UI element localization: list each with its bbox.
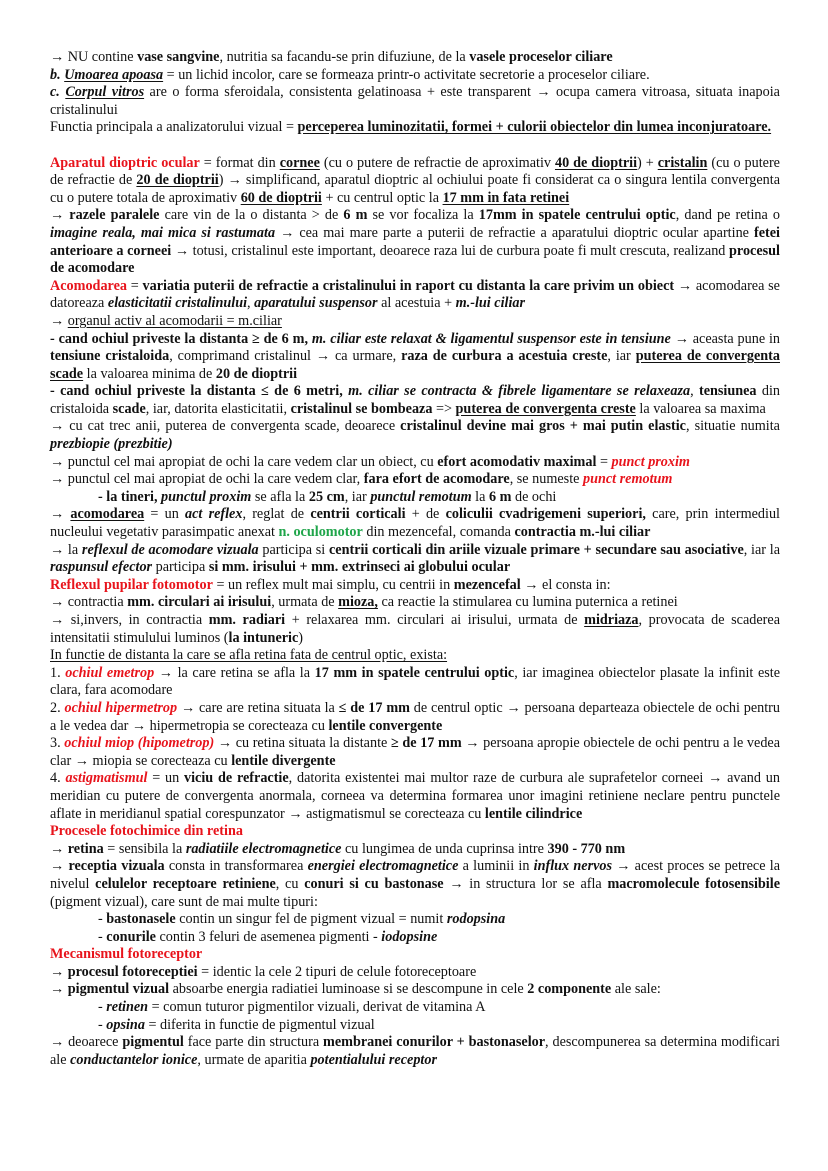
text-run: → si,invers, in contractia (50, 612, 209, 628)
text-run: ca reactie la stimularea cu lumina puternica a retinei (377, 594, 678, 611)
text-run: participa (152, 559, 209, 576)
text-run: → (50, 858, 69, 875)
text-run: In functie de distanta la care se afla retina fata de centrul optic, exista: (50, 647, 448, 664)
paragraph (50, 1017, 780, 1035)
text-run: cristalinul devine mai gros + mai putin elastic (400, 418, 686, 435)
section-heading: Acomodarea (50, 277, 127, 294)
text-run: centrii corticali (310, 506, 406, 523)
text-run: , nutritia sa facandu-se prin difuziune, de la (219, 49, 470, 65)
text-run: n. oculomotor (278, 524, 363, 541)
text-run: → (50, 506, 71, 523)
text-run: participa si (258, 541, 329, 558)
text-run: al acestuia + (377, 295, 456, 312)
text-run: - cand ochiul priveste la distanta ≥ de 6 m, (50, 330, 312, 347)
text-run: perceperea luminozitatii, formei + culorii obiectelor din lumea inconjuratoare. (297, 119, 772, 136)
text-run: mm. circulari ai irisului (127, 594, 272, 611)
text-run: energiei electromagnetice (307, 858, 459, 875)
text-run: , se numeste (509, 471, 583, 488)
text-run: fetei anterioare a corneei (50, 224, 781, 259)
text-run: lentile cilindrice (484, 805, 583, 822)
text-run: procesul fotoreceptiei (67, 963, 198, 980)
section-heading: Mecanismul fotoreceptor (50, 946, 203, 963)
text-run: se vor focaliza la (367, 207, 479, 224)
text-run: 17mm in spatele centrului optic (478, 207, 676, 224)
text-run: → contractia (50, 594, 128, 611)
text-run: = (596, 453, 612, 470)
text-run: → (50, 981, 68, 998)
text-run: ochiul hipermetrop (64, 699, 178, 716)
text-run: - (98, 911, 107, 928)
text-run: macromolecule fotosensibile (607, 875, 780, 892)
text-run: viciu de refractie (184, 770, 289, 787)
section-heading: Procesele fotochimice din retina (50, 823, 243, 840)
text-run: → cea mai mare parte a puterii de refractie a aparatului dioptric ocular apartine (275, 224, 755, 241)
section-heading: Aparatul dioptric ocular (50, 154, 200, 171)
text-run: vasele proceselor ciliare (469, 49, 613, 65)
text-run: a luminii in (458, 858, 534, 875)
section-heading: Reflexul pupilar fotomotor (50, 576, 213, 593)
text-run: , datorita existentei mai multor raze de curbura ale suprafetelor corneei → avand un meridian cu putere de convergenta anormala, corneea va determina formarea unor imagini retiniene neclare pentru punctele aflate in meridianul spatial corespunzator → astigmatismul se corecteaza cu (50, 770, 780, 822)
text-run: , cu (275, 875, 305, 892)
text-run: 17 mm in spatele centrului optic (314, 664, 515, 681)
text-run: m. ciliar se contracta & fibrele ligamentare se relaxeaza (348, 383, 691, 400)
text-run: lentile convergente (328, 717, 443, 734)
text-run: imagine reala, mai mica si rastumata (50, 224, 276, 241)
text-run: 25 cm (308, 488, 345, 505)
text-run: = un (144, 506, 186, 523)
text-run: Corpul vitros (65, 84, 145, 101)
text-run: 1. (50, 664, 66, 681)
text-run: razele paralele (69, 207, 160, 224)
text-run: - (98, 1016, 107, 1033)
text-run: fara efort de acomodare (363, 471, 510, 488)
text-run: procesul de acomodare (50, 242, 780, 277)
text-run: → deoarece (50, 1034, 123, 1051)
text-run: are o forma sferoidala, consistenta gelatinoasa + este transparent → ocupa camera vitroasa, situata inapoia cristalinului (50, 84, 780, 118)
text-run: 40 de dioptrii (554, 154, 638, 171)
text-run: + cu centrul optic la (321, 189, 443, 206)
text-run: rodopsina (446, 911, 506, 928)
text-run: puterea de convergenta creste (455, 400, 636, 417)
text-run: din cristaloida (50, 383, 780, 417)
text-run: → punctul cel mai apropiat de ochi la care vedem clar, (50, 471, 364, 488)
text-run: - (98, 928, 107, 945)
text-run: astigmatismul (65, 770, 148, 787)
text-run: membranei conurilor + bastonaselor (323, 1034, 546, 1051)
text-run: 20 de dioptrii (136, 172, 219, 189)
text-run: , (690, 383, 699, 400)
text-run: organul activ al acomodarii = m.ciliar (67, 312, 282, 329)
text-run: radiatiile electromagnetice (185, 840, 342, 857)
text-run: opsina (106, 1016, 145, 1033)
text-run: 17 mm in fata retinei (442, 189, 570, 206)
paragraph (50, 155, 780, 208)
text-run: la (471, 488, 489, 505)
text-run: centrii corticali din ariile vizuale primare + secundare sau asociative (328, 541, 744, 558)
text-run: , iar (607, 348, 636, 365)
text-run: → acest proces se petrece la nivelul (50, 858, 781, 892)
text-run: , descompunerea sa determina modificari ale (50, 1034, 780, 1068)
text-run: elasticitatii cristalinului (107, 295, 248, 312)
paragraph (50, 735, 780, 770)
text-run: receptia vizuala (68, 858, 165, 875)
paragraph (50, 454, 780, 472)
text-run: de centrul optic → persoana departeaza obiectele de ochi pentru a le vedea dar → hipermetropia se corecteaza cu (50, 699, 780, 734)
text-run: , (247, 295, 255, 312)
text-run: Functia principala a analizatorului vizual = (50, 119, 298, 136)
text-run: = (126, 277, 143, 294)
paragraph (50, 49, 780, 67)
text-run: cristalinul se bombeaza (290, 400, 433, 417)
text-run: puterea de convergenta scade (50, 348, 780, 382)
text-run: = un reflex mult mai simplu, cu centrii in (212, 576, 454, 593)
paragraph (50, 964, 780, 982)
paragraph (50, 383, 780, 418)
text-run: contractia m.-lui ciliar (514, 524, 651, 541)
text-run: punct proxim (611, 453, 690, 470)
text-run: punctul remotum (370, 488, 472, 505)
text-run: aparatului suspensor (254, 295, 378, 312)
text-run: → la (50, 541, 82, 558)
text-run: → el consta in: (520, 576, 611, 593)
text-run: retinen (106, 999, 149, 1016)
text-run: conuri si cu bastonase (304, 875, 444, 892)
text-run: ochiul emetrop (65, 664, 155, 681)
text-run: face parte din structura (183, 1034, 324, 1051)
text-run: → punctul cel mai apropiat de ochi la care vedem clar un obiect, cu (50, 453, 438, 470)
paragraph (50, 331, 780, 384)
text-run: care vin de la o distanta > de (159, 207, 344, 224)
text-run: influx nervos (533, 858, 613, 875)
text-run: punctul proxim (161, 488, 252, 505)
text-run: coliculii cvadrigemeni superiori, (445, 506, 646, 523)
text-run: la valoarea sa maxima (635, 400, 766, 417)
paragraph (50, 858, 780, 911)
text-run: ale sale: (611, 981, 661, 998)
paragraph (50, 207, 780, 277)
text-run: , provocata de scaderea intensitatii stimulului luminos ( (50, 612, 780, 646)
text-run: - cand ochiul priveste la distanta ≤ de 6 metri, (50, 383, 349, 400)
text-run: lentile divergente (231, 752, 336, 769)
paragraph (50, 1034, 780, 1069)
paragraph (50, 700, 780, 735)
text-run: + de (405, 506, 446, 523)
text-run: bastonasele (106, 911, 176, 928)
text-run: act reflex (185, 506, 243, 523)
text-run: → (50, 963, 68, 980)
paragraph (50, 506, 780, 541)
text-run: , comprimand cristalinul → ca urmare, (169, 348, 402, 365)
text-run: = diferita in functie de pigmentul vizual (144, 1016, 375, 1033)
text-run: cu lungimea de unda cuprinsa intre (341, 840, 548, 857)
text-run: c. (50, 84, 66, 101)
text-run: pigmentul (122, 1034, 184, 1051)
text-run: conurile (106, 928, 156, 945)
text-run: → (50, 840, 68, 857)
text-run: iodopsine (381, 928, 438, 945)
text-run: → la care retina se afla la (154, 664, 315, 681)
text-run: contin 3 feluri de asemenea pigmenti - (155, 928, 382, 945)
text-run: → aceasta pune in (670, 330, 781, 347)
text-run: 6 m (488, 488, 512, 505)
text-run: ochiul miop (hipometrop) (64, 735, 215, 752)
text-run: , iar la (743, 541, 781, 558)
text-run: potentialului receptor (310, 1051, 437, 1068)
paragraph (50, 418, 780, 453)
text-run: = comun tuturor pigmentilor vizuali, derivat de vitamina A (148, 999, 486, 1016)
text-run: cornee (279, 154, 320, 171)
text-run: - (98, 999, 107, 1016)
text-run: variatia puterii de refractie a cristalinului in raport cu distanta la care privim un obiect (142, 277, 675, 294)
text-run: 390 - 770 nm (547, 840, 626, 857)
text-run: → cu cat trec anii, puterea de convergenta scade, deoarece (50, 418, 401, 435)
text-run: , urmate de aparitia (197, 1051, 311, 1068)
text-run: de ochi (511, 488, 557, 505)
text-run: consta in transformarea (164, 858, 308, 875)
text-run: tensiune cristaloida (50, 348, 170, 365)
paragraph (50, 313, 780, 331)
text-run: celulelor receptoare retiniene (95, 875, 276, 892)
text-run: → totusi, cristalinul este important, deoarece raza lui de curbura poate fi mult crescuta, realizand (171, 242, 730, 259)
text-run: m. ciliar este relaxat & ligamentul suspensor este in tensiune (311, 330, 671, 347)
paragraph (50, 647, 780, 665)
text-run: ≥ de 17 mm (390, 735, 462, 752)
paragraph (50, 577, 780, 595)
text-run: , iar (344, 488, 371, 505)
text-run: ) + (637, 154, 658, 171)
text-run: si mm. irisului + mm. extrinseci ai globului ocular (208, 559, 511, 576)
text-run: la intuneric (228, 629, 299, 646)
text-run: care, prin intermediul nucleului vegetativ parasimpatic anexat (50, 506, 780, 541)
paragraph (50, 67, 780, 85)
text-run: = un (147, 770, 185, 787)
text-run: efort acomodativ maximal (437, 453, 597, 470)
text-run: + relaxarea mm. circulari ai irisului, urmata de (285, 612, 585, 628)
text-run: = identic la cele 2 tipuri de celule fotoreceptoare (197, 963, 477, 980)
paragraph (50, 999, 780, 1017)
paragraph (50, 119, 780, 137)
text-run: (cu o putere de refractie de aproximativ (319, 154, 555, 171)
text-run: → cu retina situata la distante (214, 735, 391, 752)
text-run: prezbiopie (prezbitie) (50, 436, 173, 453)
text-run: 3. (50, 735, 65, 752)
paragraph (50, 84, 780, 119)
text-run: = un lichid incolor, care se formeaza printr-o activitate secretorie a proceselor ciliare. (163, 66, 650, 83)
text-run: cristalin (657, 154, 708, 171)
text-run: b. (50, 66, 65, 83)
text-run: mioza, (338, 594, 378, 611)
text-run: , iar, datorita elasticitatii, (145, 400, 291, 417)
text-run: ≤ de 17 mm (338, 699, 410, 716)
text-run: (cu o putere de refractie de (50, 154, 780, 189)
text-run: 60 de dioptrii (240, 189, 322, 206)
text-run: 6 m (343, 207, 368, 224)
text-run: , reglat de (242, 506, 311, 523)
paragraph (50, 929, 780, 947)
paragraph (50, 489, 780, 507)
text-run: 2. (50, 699, 65, 716)
text-run: , dand pe retina o (675, 207, 781, 224)
text-run: , urmata de (271, 594, 339, 611)
text-run: - la tineri, (98, 488, 162, 505)
text-run: = format din (199, 154, 280, 171)
text-run: acomodarea (70, 506, 145, 523)
text-run: conductantelor ionice (70, 1051, 198, 1068)
text-run: tensiunea (698, 383, 757, 400)
paragraph (50, 770, 780, 823)
text-run: scade (112, 400, 146, 417)
text-run: → persoana apropie obiectele de ochi pentru a le vedea clar → miopia se corecteaza cu (50, 735, 781, 769)
text-run: => (432, 400, 456, 417)
text-run: → in structura lor se afla (443, 875, 608, 892)
text-run: ) → simplificand, aparatul dioptric al ochiului poate fi considerat ca o singura lentila convergenta cu o putere totala de aproximativ (50, 172, 780, 206)
paragraph (50, 471, 780, 489)
paragraph (50, 823, 780, 841)
text-run: mm. radiari (208, 612, 286, 628)
text-run: m.-lui ciliar (455, 295, 526, 312)
text-run: ) (298, 629, 304, 646)
text-run: raza de curbura a acestuia creste (401, 348, 608, 365)
document-page (50, 49, 780, 1069)
text-run: 4. (50, 770, 66, 787)
text-run: vase sangvine (137, 49, 220, 65)
paragraph (50, 911, 780, 929)
text-run: , iar imaginea obiectelor plasate la infinit este clara, fara acomodare (50, 664, 780, 699)
text-run: pigmentul vizual (67, 981, 170, 998)
text-run: la valoarea minima de (83, 365, 216, 382)
paragraph (50, 665, 780, 700)
paragraph (50, 612, 780, 647)
text-run: mezencefal (453, 576, 521, 593)
text-run: se afla la (251, 488, 309, 505)
text-run: → care are retina situata la (177, 699, 339, 716)
text-run: → NU contine (50, 49, 138, 65)
text-run: din mezencefal, comanda (362, 524, 515, 541)
text-run: → (50, 312, 68, 329)
text-run: reflexul de acomodare vizuala (81, 541, 259, 558)
paragraph (50, 542, 780, 577)
text-run: (pigment vizual), care sunt de mai multe tipuri: (50, 893, 318, 910)
text-run: Umoarea apoasa (64, 66, 164, 83)
text-run: absoarbe energia radiatiei luminoase si se descompune in cele (169, 981, 528, 998)
text-run: = sensibila la (103, 840, 186, 857)
text-run: 20 de dioptrii (215, 365, 298, 382)
text-run: retina (67, 840, 104, 857)
text-run: , situatie numita (685, 418, 780, 435)
text-run: 2 componente (527, 981, 612, 998)
text-run: punct remotum (582, 471, 673, 488)
paragraph (50, 841, 780, 859)
text-run: raspunsul efector (50, 559, 153, 576)
paragraph (50, 946, 780, 964)
text-run: midriaza (584, 612, 639, 628)
paragraph (50, 278, 780, 313)
paragraph (50, 981, 780, 999)
text-run: contin un singur fel de pigment vizual = numit (175, 911, 447, 928)
text-run: → acomodarea se datoreaza (50, 277, 780, 312)
paragraph (50, 594, 780, 612)
text-run: → (50, 207, 70, 224)
